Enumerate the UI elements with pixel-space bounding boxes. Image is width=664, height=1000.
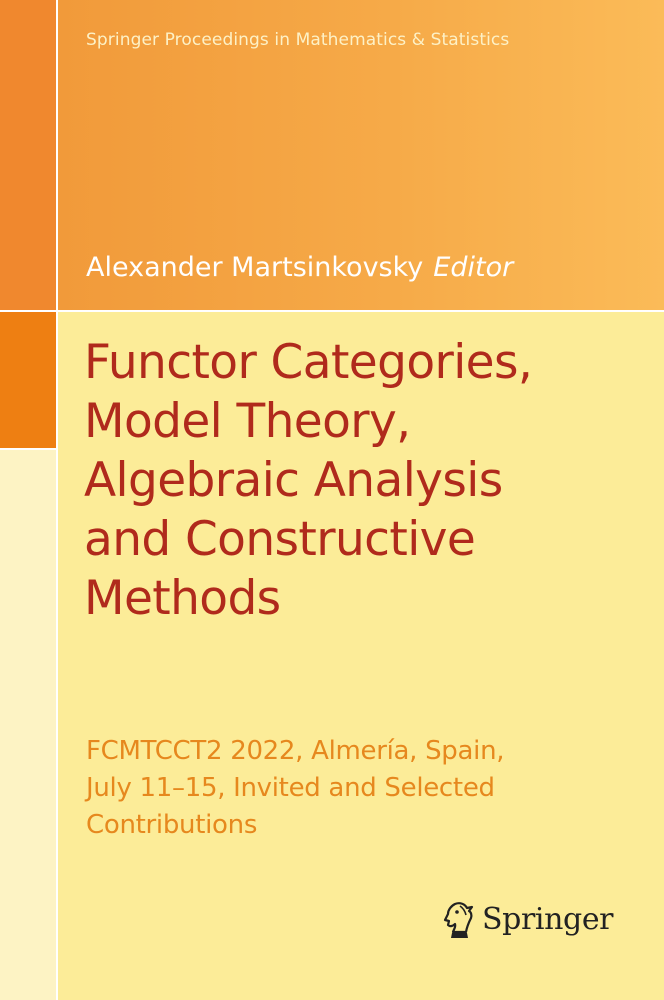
cover-band-left (0, 0, 56, 310)
title-line: Methods (84, 571, 281, 626)
book-subtitle (86, 733, 504, 844)
publisher-name: Springer (482, 901, 614, 937)
title-line: Model Theory, (84, 394, 411, 449)
cover-divider-horizontal (0, 310, 664, 312)
cover-divider-vertical (56, 0, 58, 1000)
editor-name: Alexander Martsinkovsky (86, 252, 424, 283)
title-line: Functor Categories, (84, 335, 533, 390)
cover-accent-strip (0, 312, 56, 448)
springer-horse-head-icon (442, 898, 476, 940)
title-line: Algebraic Analysis (84, 453, 503, 508)
subtitle-line: Contributions (86, 810, 258, 840)
title-line: and Constructive (84, 512, 476, 567)
book-title (84, 333, 532, 628)
subtitle-line: July 11–15, Invited and Selected (86, 773, 495, 803)
editor-line (86, 252, 513, 283)
editor-role: Editor (433, 252, 514, 283)
cover-pale-strip (0, 450, 56, 1000)
cover-divider-strip (0, 448, 56, 450)
publisher-logo (442, 898, 613, 940)
series-title: Springer Proceedings in Mathematics & Statistics (86, 30, 510, 50)
subtitle-line: FCMTCCT2 2022, Almería, Spain, (86, 736, 505, 766)
